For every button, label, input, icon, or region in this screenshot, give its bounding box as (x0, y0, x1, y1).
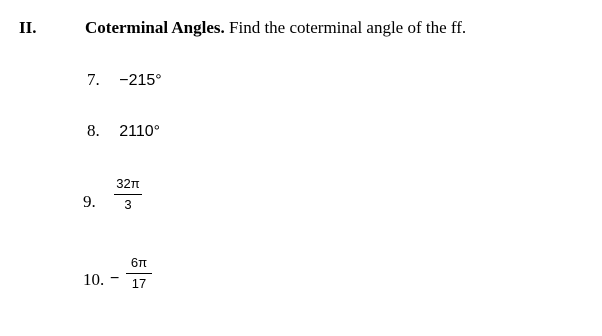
problem-item-8 (87, 121, 160, 141)
problem-value: −215° (119, 72, 162, 89)
fraction-denominator: 17 (131, 276, 147, 292)
fraction-bar (114, 194, 142, 195)
fraction (126, 255, 152, 292)
problem-number: 8. (87, 121, 100, 140)
problem-item-10 (83, 255, 183, 308)
problem-value: 2110° (119, 123, 161, 140)
section-title: Coterminal Angles. (85, 18, 225, 37)
problem-number: 9. (83, 192, 96, 211)
problem-number: 7. (87, 70, 100, 89)
fraction (114, 176, 142, 213)
problem-item-9 (83, 176, 163, 230)
fraction-numerator: 32π (116, 176, 140, 191)
negative-sign: − (110, 270, 120, 287)
fraction-bar (126, 273, 152, 274)
problem-number: 10. (83, 270, 105, 289)
fraction-numerator: 6π (130, 255, 148, 270)
section-instructions: Find the coterminal angle of the ff. (224, 18, 467, 37)
section-number: II. (19, 18, 37, 37)
section-heading (85, 18, 466, 38)
fraction-denominator: 3 (124, 197, 132, 213)
problem-item-7 (87, 70, 162, 90)
